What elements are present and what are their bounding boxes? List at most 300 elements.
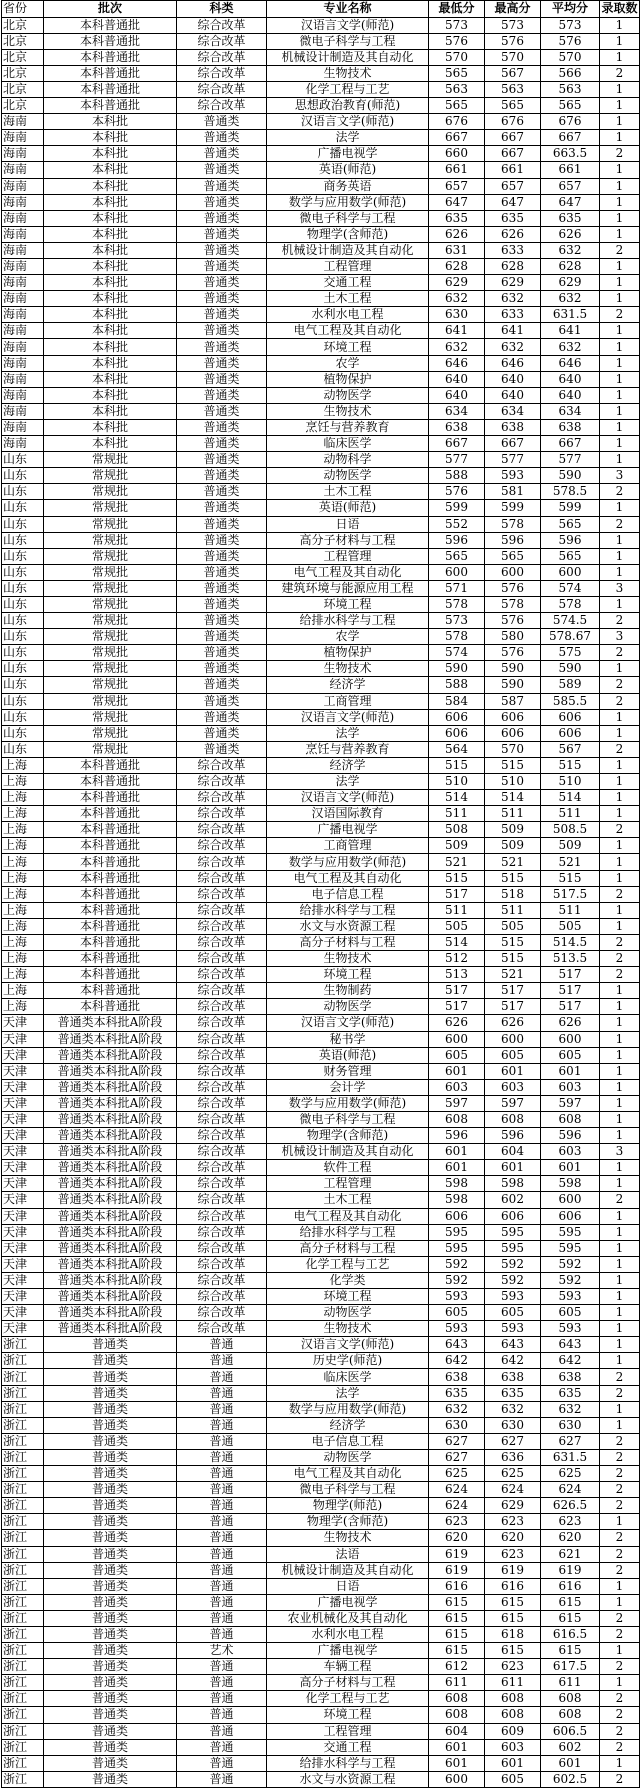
cell-category: 普通: [177, 1771, 267, 1787]
cell-batch: 普通类: [44, 1659, 177, 1675]
cell-avg-score: 641: [541, 323, 600, 339]
cell-batch: 普通类: [44, 1401, 177, 1417]
cell-category: 综合改革: [177, 983, 267, 999]
cell-province: 山东: [2, 693, 44, 709]
cell-max-score: 605: [485, 1305, 541, 1321]
cell-major: 法学: [267, 774, 429, 790]
cell-category: 普通类: [177, 323, 267, 339]
cell-category: 普通类: [177, 130, 267, 146]
cell-max-score: 638: [485, 1369, 541, 1385]
cell-avg-score: 566: [541, 65, 600, 81]
cell-category: 普通类: [177, 436, 267, 452]
cell-category: 综合改革: [177, 1289, 267, 1305]
cell-category: 综合改革: [177, 1192, 267, 1208]
cell-max-score: 518: [485, 886, 541, 902]
cell-major: 水文与水资源工程: [267, 1771, 429, 1787]
table-row: [2, 1643, 640, 1659]
cell-admitted-count: 1: [600, 1289, 640, 1305]
table-row: [2, 1321, 640, 1337]
cell-min-score: 630: [429, 1417, 485, 1433]
cell-category: 普通类: [177, 226, 267, 242]
cell-admitted-count: 2: [600, 967, 640, 983]
cell-avg-score: 575: [541, 645, 600, 661]
table-row: [2, 436, 640, 452]
table-row: [2, 918, 640, 934]
table-row: [2, 1256, 640, 1272]
cell-province: 海南: [2, 146, 44, 162]
cell-min-score: 509: [429, 838, 485, 854]
cell-max-score: 676: [485, 114, 541, 130]
cell-max-score: 514: [485, 790, 541, 806]
table-row: [2, 934, 640, 950]
cell-min-score: 604: [429, 1723, 485, 1739]
cell-province: 天津: [2, 1128, 44, 1144]
cell-admitted-count: 1: [600, 870, 640, 886]
cell-admitted-count: 1: [600, 1160, 640, 1176]
cell-batch: 普通类: [44, 1771, 177, 1787]
cell-province: 山东: [2, 725, 44, 741]
cell-min-score: 624: [429, 1482, 485, 1498]
cell-min-score: 563: [429, 81, 485, 97]
cell-min-score: 627: [429, 1433, 485, 1449]
cell-major: 商务英语: [267, 178, 429, 194]
cell-min-score: 517: [429, 999, 485, 1015]
cell-major: 电气工程及其自动化: [267, 323, 429, 339]
cell-min-score: 513: [429, 967, 485, 983]
cell-province: 浙江: [2, 1707, 44, 1723]
table-row: [2, 355, 640, 371]
cell-category: 普通类: [177, 613, 267, 629]
cell-avg-score: 606: [541, 1208, 600, 1224]
cell-batch: 普通类: [44, 1466, 177, 1482]
cell-province: 山东: [2, 580, 44, 596]
cell-max-score: 641: [485, 323, 541, 339]
cell-batch: 普通类本科批A阶段: [44, 1176, 177, 1192]
cell-category: 普通类: [177, 693, 267, 709]
cell-admitted-count: 1: [600, 1240, 640, 1256]
cell-max-score: 515: [485, 951, 541, 967]
cell-major: 建筑环境与能源应用工程: [267, 580, 429, 596]
cell-category: 普通类: [177, 162, 267, 178]
cell-category: 普通: [177, 1755, 267, 1771]
table-row: [2, 870, 640, 886]
table-row: [2, 387, 640, 403]
cell-admitted-count: 3: [600, 468, 640, 484]
cell-min-score: 625: [429, 1466, 485, 1482]
table-row: [2, 1305, 640, 1321]
cell-major: 动物医学: [267, 1449, 429, 1465]
cell-admitted-count: 1: [600, 114, 640, 130]
table-row: [2, 999, 640, 1015]
cell-major: 法语: [267, 1546, 429, 1562]
cell-batch: 普通类: [44, 1337, 177, 1353]
table-row: [2, 226, 640, 242]
cell-admitted-count: 1: [600, 806, 640, 822]
cell-major: 农业机械化及其自动化: [267, 1610, 429, 1626]
cell-batch: 常规批: [44, 484, 177, 500]
cell-max-score: 521: [485, 854, 541, 870]
table-row: [2, 49, 640, 65]
cell-max-score: 600: [485, 564, 541, 580]
cell-province: 海南: [2, 339, 44, 355]
table-row: [2, 1433, 640, 1449]
cell-min-score: 606: [429, 1208, 485, 1224]
cell-min-score: 657: [429, 178, 485, 194]
cell-admitted-count: 1: [600, 1337, 640, 1353]
cell-batch: 普通类本科批A阶段: [44, 1289, 177, 1305]
cell-province: 天津: [2, 1305, 44, 1321]
cell-major: 交通工程: [267, 275, 429, 291]
cell-batch: 普通类: [44, 1707, 177, 1723]
cell-major: 动物医学: [267, 387, 429, 403]
cell-major: 经济学: [267, 1417, 429, 1433]
cell-max-score: 608: [485, 1707, 541, 1723]
cell-province: 海南: [2, 210, 44, 226]
table-row: [2, 1498, 640, 1514]
cell-max-score: 509: [485, 838, 541, 854]
cell-province: 浙江: [2, 1626, 44, 1642]
cell-admitted-count: 1: [600, 838, 640, 854]
cell-admitted-count: 1: [600, 210, 640, 226]
cell-min-score: 603: [429, 1079, 485, 1095]
cell-major: 高分子材料与工程: [267, 1240, 429, 1256]
cell-admitted-count: 1: [600, 1643, 640, 1659]
cell-min-score: 598: [429, 1176, 485, 1192]
cell-avg-score: 509: [541, 838, 600, 854]
cell-max-score: 640: [485, 387, 541, 403]
cell-max-score: 570: [485, 49, 541, 65]
table-row: [2, 339, 640, 355]
cell-admitted-count: 2: [600, 307, 640, 323]
cell-avg-score: 638: [541, 1369, 600, 1385]
cell-avg-score: 601: [541, 1755, 600, 1771]
cell-province: 北京: [2, 17, 44, 33]
cell-avg-score: 623: [541, 1514, 600, 1530]
cell-admitted-count: 1: [600, 790, 640, 806]
table-row: [2, 1691, 640, 1707]
cell-category: 普通类: [177, 725, 267, 741]
cell-category: 普通: [177, 1739, 267, 1755]
table-row: [2, 613, 640, 629]
cell-admitted-count: 1: [600, 403, 640, 419]
cell-min-score: 590: [429, 661, 485, 677]
cell-min-score: 608: [429, 1111, 485, 1127]
cell-category: 综合改革: [177, 1272, 267, 1288]
cell-max-score: 576: [485, 33, 541, 49]
cell-batch: 普通类本科批A阶段: [44, 1321, 177, 1337]
cell-category: 普通类: [177, 580, 267, 596]
cell-batch: 本科普通批: [44, 757, 177, 773]
cell-max-score: 599: [485, 500, 541, 516]
cell-major: 给排水科学与工程: [267, 1755, 429, 1771]
table-row: [2, 806, 640, 822]
cell-province: 山东: [2, 677, 44, 693]
cell-major: 土木工程: [267, 291, 429, 307]
cell-batch: 本科批: [44, 403, 177, 419]
cell-max-score: 640: [485, 371, 541, 387]
cell-major: 软件工程: [267, 1160, 429, 1176]
cell-major: 物理学(师范): [267, 1498, 429, 1514]
cell-max-score: 632: [485, 291, 541, 307]
cell-category: 综合改革: [177, 918, 267, 934]
cell-batch: 本科批: [44, 130, 177, 146]
cell-major: 电气工程及其自动化: [267, 870, 429, 886]
table-row: [2, 1723, 640, 1739]
cell-avg-score: 517: [541, 999, 600, 1015]
cell-admitted-count: 1: [600, 902, 640, 918]
table-row: [2, 1031, 640, 1047]
cell-min-score: 598: [429, 1192, 485, 1208]
cell-province: 天津: [2, 1031, 44, 1047]
cell-max-score: 626: [485, 1015, 541, 1031]
cell-avg-score: 603: [541, 1079, 600, 1095]
table-row: [2, 194, 640, 210]
table-row: [2, 1337, 640, 1353]
cell-avg-score: 611: [541, 1675, 600, 1691]
cell-admitted-count: 2: [600, 822, 640, 838]
cell-province: 上海: [2, 886, 44, 902]
cell-batch: 普通类: [44, 1482, 177, 1498]
cell-max-score: 635: [485, 210, 541, 226]
cell-min-score: 508: [429, 822, 485, 838]
cell-min-score: 642: [429, 1353, 485, 1369]
table-row: [2, 1546, 640, 1562]
cell-avg-score: 578.67: [541, 629, 600, 645]
table-row: [2, 645, 640, 661]
cell-category: 普通: [177, 1449, 267, 1465]
cell-province: 浙江: [2, 1643, 44, 1659]
cell-max-score: 634: [485, 403, 541, 419]
cell-province: 浙江: [2, 1401, 44, 1417]
cell-batch: 普通类: [44, 1675, 177, 1691]
cell-category: 综合改革: [177, 1063, 267, 1079]
cell-admitted-count: 1: [600, 259, 640, 275]
cell-max-score: 576: [485, 580, 541, 596]
cell-max-score: 593: [485, 1321, 541, 1337]
cell-province: 浙江: [2, 1578, 44, 1594]
cell-province: 浙江: [2, 1498, 44, 1514]
cell-category: 综合改革: [177, 81, 267, 97]
cell-province: 北京: [2, 98, 44, 114]
cell-avg-score: 517: [541, 967, 600, 983]
cell-batch: 本科普通批: [44, 934, 177, 950]
table-row: [2, 1739, 640, 1755]
cell-province: 北京: [2, 49, 44, 65]
cell-batch: 普通类: [44, 1626, 177, 1642]
cell-category: 普通类: [177, 178, 267, 194]
table-row: [2, 1240, 640, 1256]
cell-category: 普通: [177, 1675, 267, 1691]
cell-min-score: 632: [429, 1401, 485, 1417]
cell-min-score: 667: [429, 436, 485, 452]
cell-min-score: 635: [429, 1385, 485, 1401]
cell-admitted-count: 1: [600, 1594, 640, 1610]
cell-avg-score: 661: [541, 162, 600, 178]
cell-max-score: 570: [485, 741, 541, 757]
cell-major: 经济学: [267, 677, 429, 693]
cell-avg-score: 620: [541, 1530, 600, 1546]
cell-admitted-count: 1: [600, 355, 640, 371]
cell-avg-score: 643: [541, 1337, 600, 1353]
cell-category: 综合改革: [177, 1321, 267, 1337]
cell-province: 上海: [2, 838, 44, 854]
cell-avg-score: 632: [541, 1401, 600, 1417]
cell-min-score: 593: [429, 1321, 485, 1337]
cell-province: 北京: [2, 81, 44, 97]
table-row: [2, 81, 640, 97]
cell-min-score: 599: [429, 500, 485, 516]
cell-avg-score: 608: [541, 1691, 600, 1707]
cell-province: 上海: [2, 870, 44, 886]
table-row: [2, 419, 640, 435]
cell-province: 浙江: [2, 1417, 44, 1433]
cell-max-score: 633: [485, 242, 541, 258]
cell-max-score: 565: [485, 548, 541, 564]
cell-batch: 常规批: [44, 532, 177, 548]
cell-admitted-count: 2: [600, 613, 640, 629]
cell-min-score: 596: [429, 1128, 485, 1144]
cell-min-score: 667: [429, 130, 485, 146]
cell-category: 普通类: [177, 307, 267, 323]
cell-max-score: 606: [485, 725, 541, 741]
cell-category: 普通: [177, 1417, 267, 1433]
cell-min-score: 631: [429, 242, 485, 258]
cell-category: 普通: [177, 1594, 267, 1610]
cell-batch: 普通类本科批A阶段: [44, 1208, 177, 1224]
cell-max-score: 601: [485, 1063, 541, 1079]
cell-major: 机械设计制造及其自动化: [267, 1562, 429, 1578]
cell-province: 海南: [2, 194, 44, 210]
cell-batch: 普通类: [44, 1578, 177, 1594]
cell-province: 海南: [2, 226, 44, 242]
cell-major: 财务管理: [267, 1063, 429, 1079]
cell-province: 浙江: [2, 1659, 44, 1675]
cell-category: 普通: [177, 1498, 267, 1514]
cell-category: 综合改革: [177, 1256, 267, 1272]
cell-province: 浙江: [2, 1433, 44, 1449]
cell-admitted-count: 2: [600, 1771, 640, 1787]
cell-avg-score: 638: [541, 419, 600, 435]
cell-category: 普通类: [177, 371, 267, 387]
cell-province: 天津: [2, 1144, 44, 1160]
table-row: [2, 259, 640, 275]
cell-province: 海南: [2, 275, 44, 291]
cell-admitted-count: 2: [600, 1498, 640, 1514]
cell-min-score: 592: [429, 1256, 485, 1272]
header-batch: 批次: [44, 1, 177, 18]
cell-category: 普通: [177, 1610, 267, 1626]
cell-province: 山东: [2, 452, 44, 468]
cell-province: 天津: [2, 1015, 44, 1031]
table-row: [2, 1562, 640, 1578]
table-row: [2, 1063, 640, 1079]
cell-category: 普通: [177, 1578, 267, 1594]
cell-max-score: 577: [485, 452, 541, 468]
cell-admitted-count: 1: [600, 371, 640, 387]
cell-min-score: 593: [429, 1289, 485, 1305]
cell-min-score: 597: [429, 1095, 485, 1111]
cell-major: 给排水科学与工程: [267, 1224, 429, 1240]
cell-category: 普通: [177, 1401, 267, 1417]
cell-min-score: 596: [429, 532, 485, 548]
table-row: [2, 757, 640, 773]
cell-avg-score: 593: [541, 1289, 600, 1305]
cell-major: 生物技术: [267, 951, 429, 967]
cell-min-score: 629: [429, 275, 485, 291]
cell-category: 普通类: [177, 516, 267, 532]
cell-category: 普通: [177, 1369, 267, 1385]
cell-category: 普通类: [177, 596, 267, 612]
table-row: [2, 1530, 640, 1546]
cell-avg-score: 624: [541, 1482, 600, 1498]
cell-admitted-count: 2: [600, 484, 640, 500]
cell-avg-score: 577: [541, 452, 600, 468]
table-row: [2, 1095, 640, 1111]
cell-batch: 常规批: [44, 661, 177, 677]
cell-admitted-count: 2: [600, 1562, 640, 1578]
cell-admitted-count: 1: [600, 1079, 640, 1095]
table-row: [2, 65, 640, 81]
cell-major: 汉语言文学(师范): [267, 1015, 429, 1031]
cell-max-score: 573: [485, 17, 541, 33]
cell-avg-score: 627: [541, 1433, 600, 1449]
cell-category: 综合改革: [177, 822, 267, 838]
cell-min-score: 612: [429, 1659, 485, 1675]
cell-avg-score: 510: [541, 774, 600, 790]
header-row: [2, 1, 640, 18]
cell-batch: 本科普通批: [44, 81, 177, 97]
cell-max-score: 657: [485, 178, 541, 194]
table-row: [2, 1160, 640, 1176]
cell-admitted-count: 2: [600, 1433, 640, 1449]
cell-major: 微电子科学与工程: [267, 33, 429, 49]
cell-major: 汉语言文学(师范): [267, 114, 429, 130]
cell-min-score: 624: [429, 1498, 485, 1514]
cell-min-score: 552: [429, 516, 485, 532]
cell-province: 海南: [2, 242, 44, 258]
cell-admitted-count: 2: [600, 1610, 640, 1626]
cell-province: 浙江: [2, 1466, 44, 1482]
cell-avg-score: 626: [541, 1015, 600, 1031]
cell-max-score: 597: [485, 1095, 541, 1111]
cell-batch: 本科批: [44, 162, 177, 178]
cell-avg-score: 631.5: [541, 307, 600, 323]
table-row: [2, 532, 640, 548]
cell-max-score: 596: [485, 1128, 541, 1144]
cell-batch: 普通类本科批A阶段: [44, 1031, 177, 1047]
cell-avg-score: 565: [541, 548, 600, 564]
table-row: [2, 323, 640, 339]
cell-major: 农学: [267, 355, 429, 371]
cell-admitted-count: 1: [600, 162, 640, 178]
cell-max-score: 511: [485, 806, 541, 822]
cell-major: 烹饪与营养教育: [267, 741, 429, 757]
table-row: [2, 774, 640, 790]
cell-max-score: 616: [485, 1578, 541, 1594]
cell-min-score: 615: [429, 1643, 485, 1659]
cell-major: 广播电视学: [267, 146, 429, 162]
cell-min-score: 619: [429, 1546, 485, 1562]
cell-province: 浙江: [2, 1755, 44, 1771]
cell-admitted-count: 1: [600, 1208, 640, 1224]
cell-category: 综合改革: [177, 1160, 267, 1176]
cell-batch: 普通类: [44, 1433, 177, 1449]
cell-min-score: 505: [429, 918, 485, 934]
cell-province: 海南: [2, 178, 44, 194]
cell-max-score: 515: [485, 934, 541, 950]
table-row: [2, 403, 640, 419]
cell-major: 动物医学: [267, 999, 429, 1015]
